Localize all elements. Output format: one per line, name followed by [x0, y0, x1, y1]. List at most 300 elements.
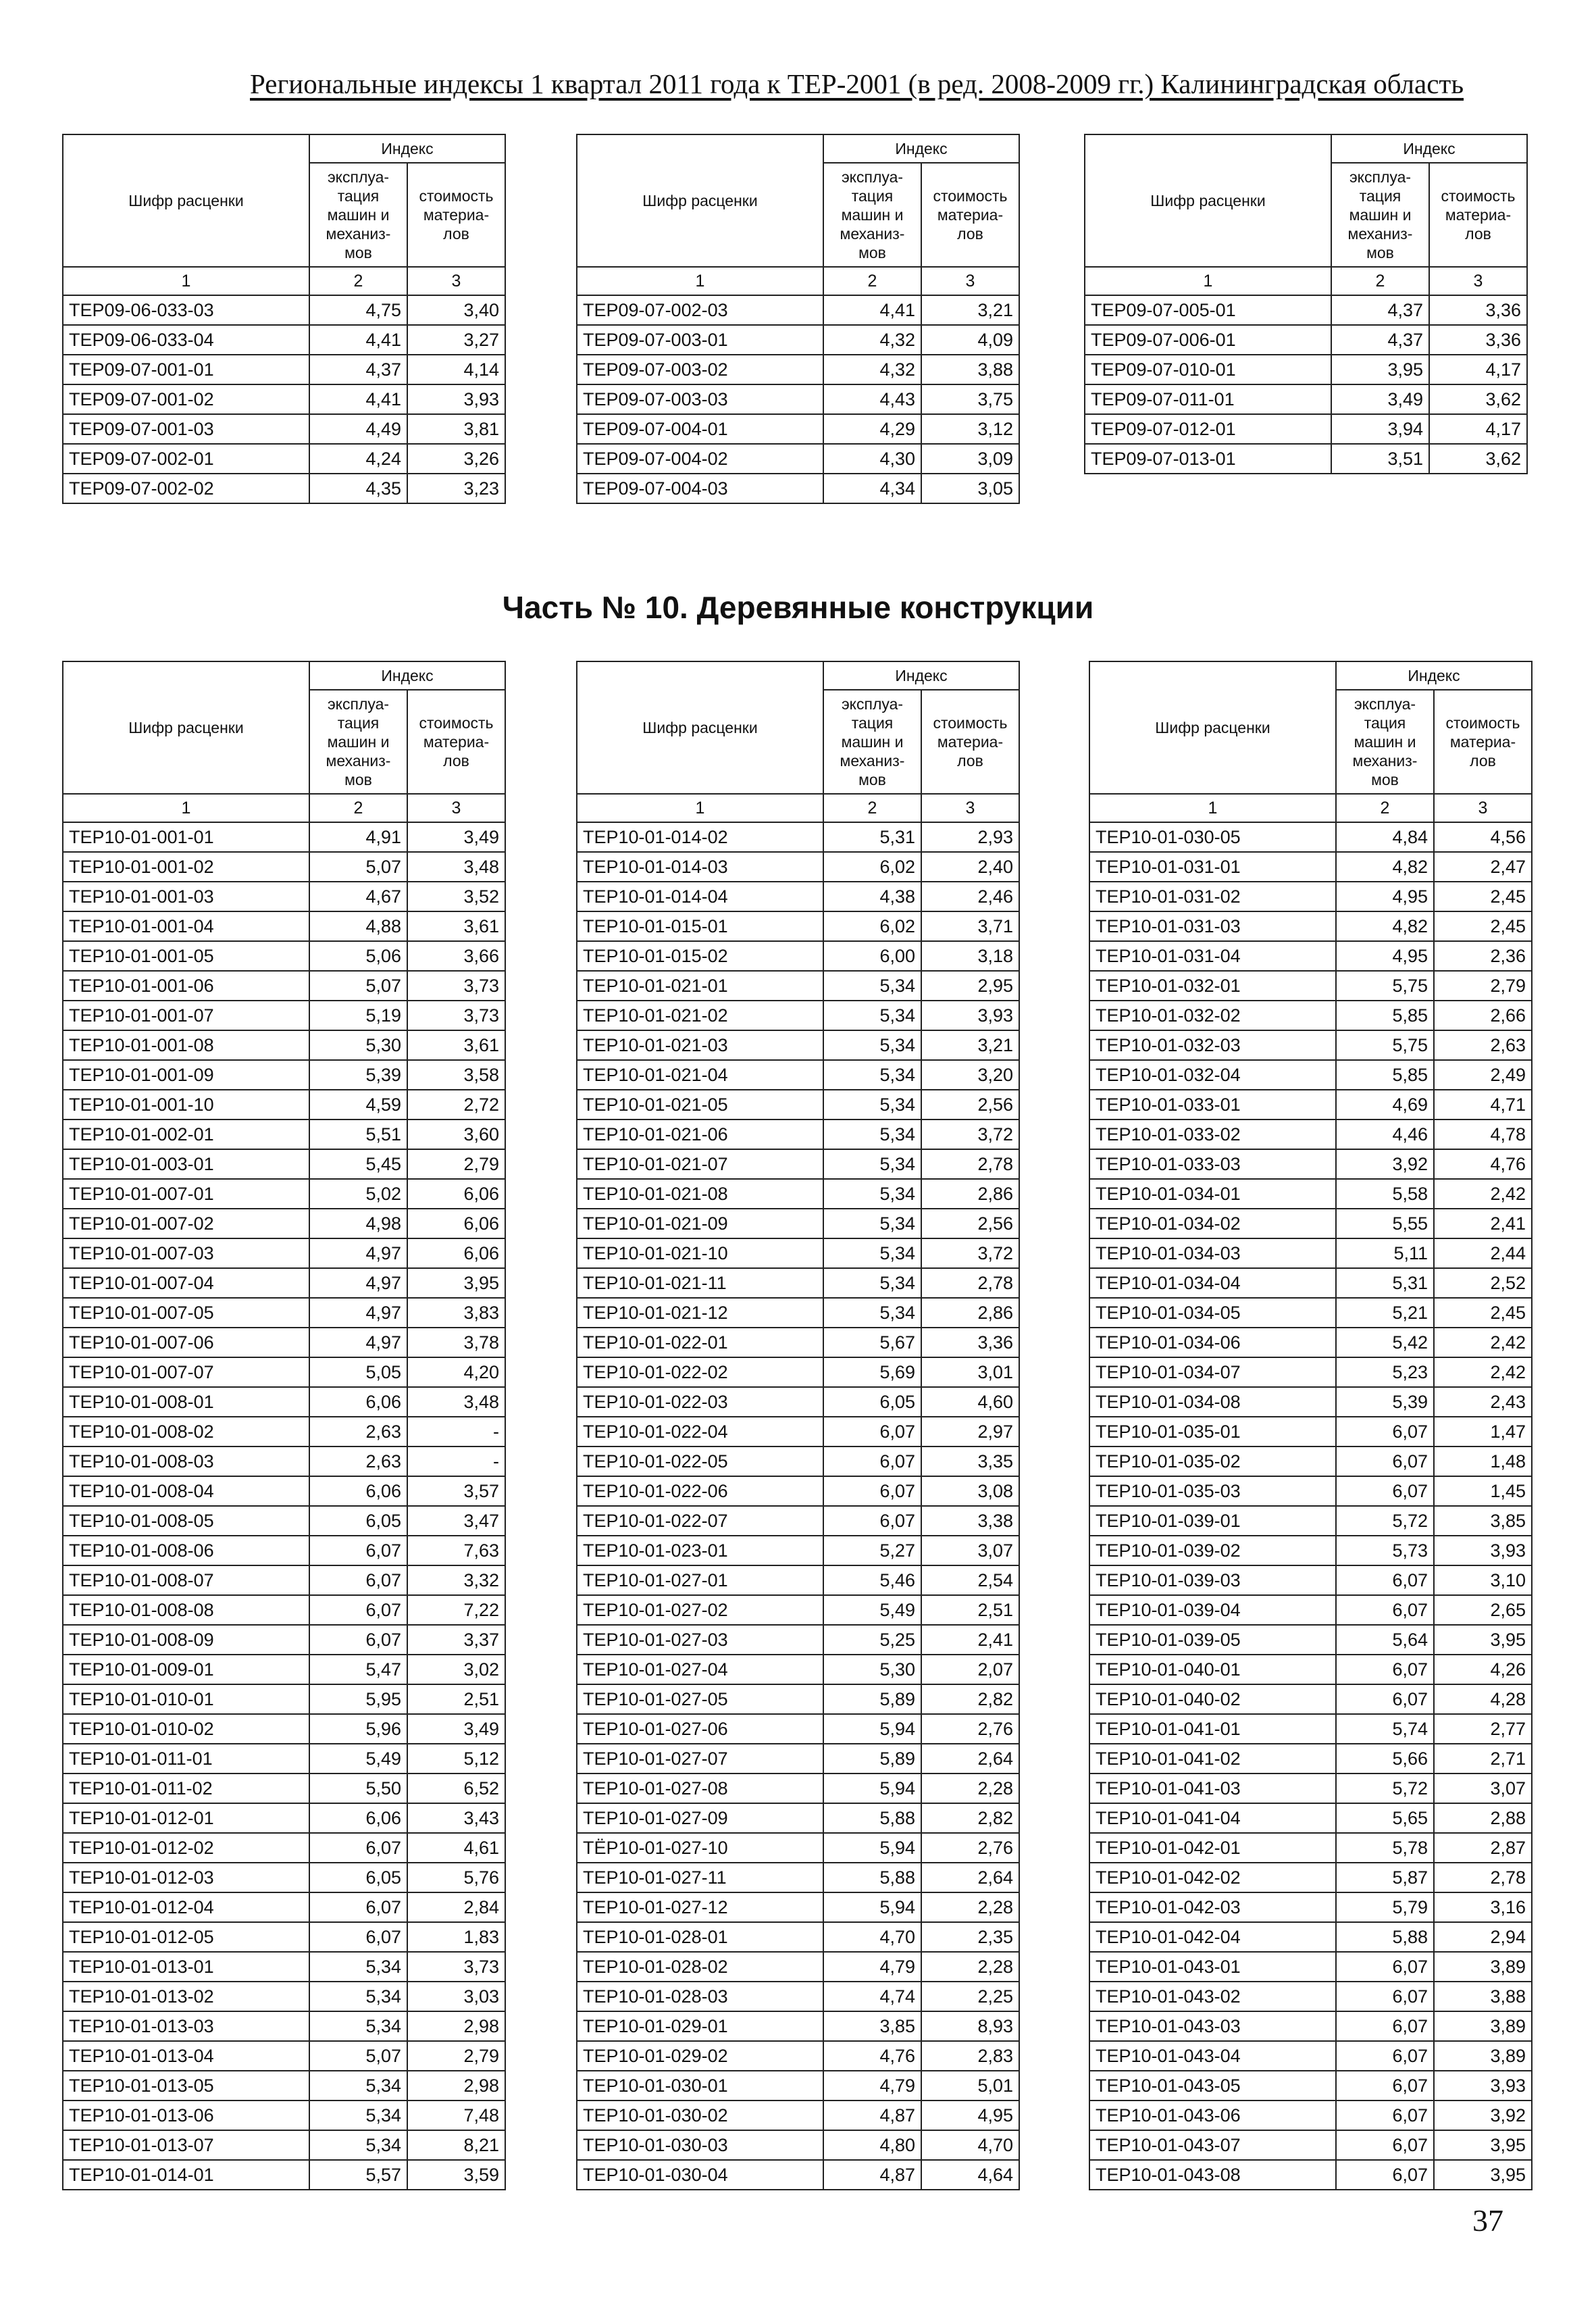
machine-index-cell: 4,29	[823, 414, 921, 444]
material-index-cell: 2,52	[1434, 1268, 1532, 1298]
table-row	[577, 1922, 1019, 1952]
material-index-cell: 2,72	[407, 1090, 505, 1120]
machine-index-cell: 4,24	[309, 444, 407, 474]
material-index-cell: 4,26	[1434, 1655, 1532, 1684]
table-row	[577, 1892, 1019, 1922]
material-index-cell: 7,48	[407, 2101, 505, 2130]
material-index-cell: 3,66	[407, 941, 505, 971]
rate-code-cell: ТЕР10-01-043-02	[1089, 1982, 1336, 2011]
machine-index-cell: 5,34	[823, 1298, 921, 1328]
table-row	[1089, 1506, 1532, 1536]
rate-code-cell: ТЕР10-01-021-05	[577, 1090, 823, 1120]
machine-index-cell: 5,50	[309, 1774, 407, 1803]
column-number: 1	[577, 267, 823, 295]
table-row	[63, 1238, 505, 1268]
table-row	[577, 1595, 1019, 1625]
table-row	[1089, 1328, 1532, 1357]
rate-code-cell: ТЕР10-01-033-01	[1089, 1090, 1336, 1120]
machine-index-cell: 6,07	[1336, 1655, 1434, 1684]
table-row	[63, 1387, 505, 1417]
material-index-cell: 2,28	[921, 1774, 1019, 1803]
column-header-index: Индекс	[823, 661, 1019, 690]
table-row	[577, 1030, 1019, 1060]
material-index-cell: 2,28	[921, 1892, 1019, 1922]
rate-code-cell: ТЕР10-01-012-02	[63, 1833, 309, 1863]
machine-index-cell: 5,88	[823, 1803, 921, 1833]
table-row	[63, 325, 505, 355]
rate-code-cell: ТЕР10-01-031-01	[1089, 852, 1336, 882]
material-index-cell: 3,07	[1434, 1774, 1532, 1803]
column-header-materials: стоимость материа- лов	[1434, 690, 1532, 794]
rate-code-cell: ТЕР10-01-027-06	[577, 1714, 823, 1744]
material-index-cell: 3,89	[1434, 1952, 1532, 1982]
table-row	[1089, 1149, 1532, 1179]
material-index-cell: 3,95	[1434, 2130, 1532, 2160]
material-index-cell: 6,52	[407, 1774, 505, 1803]
rate-code-cell: ТЕР10-01-009-01	[63, 1655, 309, 1684]
table-row	[1085, 355, 1527, 384]
rate-code-cell: ТЕР10-01-015-01	[577, 911, 823, 941]
table-row	[1089, 1298, 1532, 1328]
rate-code-cell: ТЕР10-01-027-04	[577, 1655, 823, 1684]
rate-code-cell: ТЕР10-01-022-03	[577, 1387, 823, 1417]
machine-index-cell: 4,84	[1336, 822, 1434, 852]
table-row	[577, 1268, 1019, 1298]
table-row	[1089, 1476, 1532, 1506]
table-row	[577, 1476, 1019, 1506]
rate-code-cell: ТЕР09-07-001-01	[63, 355, 309, 384]
rate-code-cell: ТЕР10-01-030-01	[577, 2071, 823, 2101]
machine-index-cell: 5,73	[1336, 1536, 1434, 1565]
rate-code-cell: ТЕР10-01-001-01	[63, 822, 309, 852]
machine-index-cell: 4,41	[309, 325, 407, 355]
material-index-cell: 2,86	[921, 1298, 1019, 1328]
rate-code-cell: ТЕР09-07-010-01	[1085, 355, 1331, 384]
column-header-exploitation: эксплуа- тация машин и механиз- мов	[1331, 163, 1429, 267]
machine-index-cell: 5,95	[309, 1684, 407, 1714]
machine-index-cell: 6,02	[823, 852, 921, 882]
rate-code-cell: ТЕР10-01-030-05	[1089, 822, 1336, 852]
column-header-index: Индекс	[823, 134, 1019, 163]
table-row	[63, 852, 505, 882]
table-row	[63, 1149, 505, 1179]
table-row	[1089, 1447, 1532, 1476]
machine-index-cell: 6,07	[1336, 2041, 1434, 2071]
machine-index-cell: 6,07	[823, 1476, 921, 1506]
rate-code-cell: ТЕР10-01-042-04	[1089, 1922, 1336, 1952]
machine-index-cell: 5,34	[823, 1179, 921, 1209]
machine-index-cell: 5,34	[309, 2071, 407, 2101]
rate-code-cell: ТЕР10-01-001-02	[63, 852, 309, 882]
rate-code-cell: ТЕР10-01-029-02	[577, 2041, 823, 2071]
table-row	[1085, 444, 1527, 474]
table-row	[1089, 1030, 1532, 1060]
material-index-cell: 2,25	[921, 1982, 1019, 2011]
rate-code-cell: ТЕР10-01-007-03	[63, 1238, 309, 1268]
material-index-cell: 3,61	[407, 1030, 505, 1060]
machine-index-cell: 5,79	[1336, 1892, 1434, 1922]
machine-index-cell: 5,27	[823, 1536, 921, 1565]
machine-index-cell: 5,64	[1336, 1625, 1434, 1655]
material-index-cell: 3,95	[1434, 1625, 1532, 1655]
machine-index-cell: 3,85	[823, 2011, 921, 2041]
table-row	[1089, 1952, 1532, 1982]
table-row	[577, 1565, 1019, 1595]
material-index-cell: 3,81	[407, 414, 505, 444]
material-index-cell: 2,79	[407, 1149, 505, 1179]
rate-code-cell: ТЕР09-07-001-03	[63, 414, 309, 444]
material-index-cell: 2,42	[1434, 1357, 1532, 1387]
material-index-cell: 2,82	[921, 1803, 1019, 1833]
column-number: 3	[407, 794, 505, 822]
rate-code-cell: ТЕР09-07-002-03	[577, 295, 823, 325]
material-index-cell: 3,38	[921, 1506, 1019, 1536]
machine-index-cell: 5,07	[309, 971, 407, 1001]
machine-index-cell: 4,41	[309, 384, 407, 414]
table-row	[577, 1714, 1019, 1744]
machine-index-cell: 5,72	[1336, 1506, 1434, 1536]
machine-index-cell: 5,94	[823, 1714, 921, 1744]
table-row	[1089, 1238, 1532, 1268]
rate-code-cell: ТЕР10-01-001-10	[63, 1090, 309, 1120]
material-index-cell: 2,66	[1434, 1001, 1532, 1030]
machine-index-cell: 5,34	[309, 1982, 407, 2011]
table-row	[1089, 1357, 1532, 1387]
rate-code-cell: ТЕР10-01-034-06	[1089, 1328, 1336, 1357]
table-row	[1089, 2011, 1532, 2041]
machine-index-cell: 5,07	[309, 2041, 407, 2071]
machine-index-cell: 5,89	[823, 1744, 921, 1774]
material-index-cell: 2,45	[1434, 911, 1532, 941]
table-row	[577, 911, 1019, 941]
material-index-cell: 3,93	[407, 384, 505, 414]
machine-index-cell: 5,25	[823, 1625, 921, 1655]
material-index-cell: 6,06	[407, 1209, 505, 1238]
rate-code-cell: ТЕР10-01-002-01	[63, 1120, 309, 1149]
rate-code-cell: ТЕР09-07-003-03	[577, 384, 823, 414]
rate-code-cell: ТЕР10-01-021-09	[577, 1209, 823, 1238]
table-row	[577, 1536, 1019, 1565]
machine-index-cell: 4,46	[1336, 1120, 1434, 1149]
material-index-cell: 3,07	[921, 1536, 1019, 1565]
column-header-code: Шифр расценки	[63, 661, 309, 794]
column-header-exploitation: эксплуа- тация машин и механиз- мов	[309, 163, 407, 267]
table-row	[63, 1328, 505, 1357]
table-row	[63, 444, 505, 474]
material-index-cell: 2,42	[1434, 1179, 1532, 1209]
rate-code-cell: ТЕР10-01-021-11	[577, 1268, 823, 1298]
column-number: 3	[407, 267, 505, 295]
material-index-cell: 2,64	[921, 1863, 1019, 1892]
machine-index-cell: 5,34	[823, 1060, 921, 1090]
machine-index-cell: 6,07	[1336, 2130, 1434, 2160]
machine-index-cell: 4,67	[309, 882, 407, 911]
column-header-materials: стоимость материа- лов	[921, 690, 1019, 794]
rate-code-cell: ТЕР10-01-014-02	[577, 822, 823, 852]
rate-code-cell: ТЕР09-07-003-01	[577, 325, 823, 355]
table-row	[63, 2071, 505, 2101]
rate-code-cell: ТЕР10-01-039-02	[1089, 1536, 1336, 1565]
machine-index-cell: 4,97	[309, 1298, 407, 1328]
material-index-cell: 3,21	[921, 295, 1019, 325]
material-index-cell: 8,21	[407, 2130, 505, 2160]
rate-code-cell: ТЕР10-01-021-04	[577, 1060, 823, 1090]
material-index-cell: 4,20	[407, 1357, 505, 1387]
table-row	[577, 1655, 1019, 1684]
rate-code-cell: ТЕР10-01-030-04	[577, 2160, 823, 2190]
machine-index-cell: 5,34	[309, 2011, 407, 2041]
table-row	[1089, 1060, 1532, 1090]
table-row	[63, 1774, 505, 1803]
machine-index-cell: 5,49	[823, 1595, 921, 1625]
material-index-cell: 3,62	[1429, 384, 1527, 414]
column-header-exploitation: эксплуа- тация машин и механиз- мов	[823, 690, 921, 794]
table-row	[1089, 1803, 1532, 1833]
material-index-cell: 3,89	[1434, 2011, 1532, 2041]
machine-index-cell: 5,89	[823, 1684, 921, 1714]
material-index-cell: 1,47	[1434, 1417, 1532, 1447]
rate-code-cell: ТЕР10-01-007-07	[63, 1357, 309, 1387]
machine-index-cell: 6,07	[823, 1447, 921, 1476]
machine-index-cell: 6,07	[309, 1625, 407, 1655]
material-index-cell: 3,20	[921, 1060, 1019, 1090]
material-index-cell: 3,03	[407, 1982, 505, 2011]
table-row	[63, 1595, 505, 1625]
table-row	[577, 1952, 1019, 1982]
rate-code-cell: ТЕР10-01-031-03	[1089, 911, 1336, 941]
machine-index-cell: 5,34	[823, 1120, 921, 1149]
machine-index-cell: 6,07	[823, 1417, 921, 1447]
table-row	[1089, 1001, 1532, 1030]
rate-code-cell: ТЕР10-01-039-01	[1089, 1506, 1336, 1536]
column-header-code: Шифр расценки	[63, 134, 309, 267]
machine-index-cell: 5,88	[1336, 1922, 1434, 1952]
table-row	[1089, 911, 1532, 941]
machine-index-cell: 4,32	[823, 355, 921, 384]
material-index-cell: 2,07	[921, 1655, 1019, 1684]
table-row	[63, 1952, 505, 1982]
rate-code-cell: ТЕР10-01-008-05	[63, 1506, 309, 1536]
table-row	[577, 2041, 1019, 2071]
material-index-cell: 2,65	[1434, 1595, 1532, 1625]
machine-index-cell: 4,88	[309, 911, 407, 941]
rate-code-cell: ТЕР10-01-035-02	[1089, 1447, 1336, 1476]
column-header-materials: стоимость материа- лов	[407, 163, 505, 267]
rate-code-cell: ТЕР10-01-028-02	[577, 1952, 823, 1982]
machine-index-cell: 5,65	[1336, 1803, 1434, 1833]
machine-index-cell: 6,07	[1336, 1476, 1434, 1506]
material-index-cell: 2,94	[1434, 1922, 1532, 1952]
machine-index-cell: 4,79	[823, 2071, 921, 2101]
table-row	[63, 295, 505, 325]
table-row	[63, 1536, 505, 1565]
material-index-cell: 2,47	[1434, 852, 1532, 882]
rate-code-cell: ТЕР10-01-041-01	[1089, 1714, 1336, 1744]
material-index-cell: 2,98	[407, 2071, 505, 2101]
machine-index-cell: 5,21	[1336, 1298, 1434, 1328]
machine-index-cell: 5,02	[309, 1179, 407, 1209]
machine-index-cell: 6,06	[309, 1387, 407, 1417]
machine-index-cell: 3,49	[1331, 384, 1429, 414]
machine-index-cell: 5,85	[1336, 1001, 1434, 1030]
machine-index-cell: 6,02	[823, 911, 921, 941]
table-row	[577, 1120, 1019, 1149]
table-row	[577, 1357, 1019, 1387]
material-index-cell: 3,61	[407, 911, 505, 941]
material-index-cell: 2,86	[921, 1179, 1019, 1209]
machine-index-cell: 6,07	[1336, 1417, 1434, 1447]
rate-code-cell: ТЕР10-01-035-01	[1089, 1417, 1336, 1447]
table-row	[577, 295, 1019, 325]
page-header-title: Региональные индексы 1 квартал 2011 года к ТЕР-2001 (в ред. 2008-2009 гг.) Калининградская область	[250, 68, 1464, 99]
table-row	[63, 1892, 505, 1922]
rate-code-cell: ТЕР10-01-013-02	[63, 1982, 309, 2011]
table-row	[1089, 1744, 1532, 1774]
rate-code-cell: ТЕР10-01-021-07	[577, 1149, 823, 1179]
material-index-cell: 2,40	[921, 852, 1019, 882]
table-row	[577, 2130, 1019, 2160]
machine-index-cell: 6,07	[1336, 1684, 1434, 1714]
machine-index-cell: 4,37	[309, 355, 407, 384]
table-row	[577, 1179, 1019, 1209]
index-table	[62, 134, 506, 504]
table-row	[1089, 2130, 1532, 2160]
rate-code-cell: ТЕР09-07-012-01	[1085, 414, 1331, 444]
column-header-materials: стоимость материа- лов	[921, 163, 1019, 267]
rate-code-cell: ТЕР10-01-013-01	[63, 1952, 309, 1982]
material-index-cell: 2,78	[1434, 1863, 1532, 1892]
machine-index-cell: 6,07	[1336, 1982, 1434, 2011]
rate-code-cell: ТЕР10-01-040-01	[1089, 1655, 1336, 1684]
column-number: 3	[921, 267, 1019, 295]
machine-index-cell: 6,07	[1336, 2101, 1434, 2130]
material-index-cell: 2,76	[921, 1714, 1019, 1744]
material-index-cell: 3,93	[921, 1001, 1019, 1030]
machine-index-cell: 3,95	[1331, 355, 1429, 384]
rate-code-cell: ТЕР10-01-042-03	[1089, 1892, 1336, 1922]
column-header-exploitation: эксплуа- тация машин и механиз- мов	[309, 690, 407, 794]
table-row	[63, 384, 505, 414]
machine-index-cell: 6,07	[823, 1506, 921, 1536]
machine-index-cell: 6,07	[1336, 1447, 1434, 1476]
table-row	[63, 1833, 505, 1863]
material-index-cell: 2,76	[921, 1833, 1019, 1863]
table-row	[577, 1774, 1019, 1803]
material-index-cell: 2,71	[1434, 1744, 1532, 1774]
material-index-cell: 2,64	[921, 1744, 1019, 1774]
material-index-cell: 2,51	[407, 1684, 505, 1714]
rate-code-cell: ТЕР10-01-034-03	[1089, 1238, 1336, 1268]
column-number: 2	[1336, 794, 1434, 822]
material-index-cell: 3,23	[407, 474, 505, 503]
table-row	[63, 1357, 505, 1387]
machine-index-cell: 6,07	[309, 1892, 407, 1922]
rate-code-cell: ТЕР10-01-013-07	[63, 2130, 309, 2160]
table-row	[577, 1625, 1019, 1655]
rate-code-cell: ТЕР10-01-027-11	[577, 1863, 823, 1892]
material-index-cell: 1,48	[1434, 1447, 1532, 1476]
rate-code-cell: ТЕР09-07-004-02	[577, 444, 823, 474]
rate-code-cell: ТЕР10-01-012-03	[63, 1863, 309, 1892]
table-row	[1089, 1417, 1532, 1447]
rate-code-cell: ТЕР10-01-028-01	[577, 1922, 823, 1952]
material-index-cell: 3,93	[1434, 1536, 1532, 1565]
rate-code-cell: ТЕР10-01-027-12	[577, 1892, 823, 1922]
rate-code-cell: ТЕР10-01-022-02	[577, 1357, 823, 1387]
machine-index-cell: 5,67	[823, 1328, 921, 1357]
machine-index-cell: 5,23	[1336, 1357, 1434, 1387]
material-index-cell: 3,85	[1434, 1506, 1532, 1536]
index-table	[62, 661, 506, 2190]
table-row	[577, 325, 1019, 355]
table-row	[63, 1655, 505, 1684]
machine-index-cell: 2,63	[309, 1417, 407, 1447]
table-row	[1089, 1536, 1532, 1565]
rate-code-cell: ТЕР10-01-012-01	[63, 1803, 309, 1833]
column-number: 2	[823, 794, 921, 822]
table-row	[63, 474, 505, 503]
rate-code-cell: ТЕР10-01-034-02	[1089, 1209, 1336, 1238]
machine-index-cell: 4,82	[1336, 852, 1434, 882]
material-index-cell: 3,78	[407, 1328, 505, 1357]
rate-code-cell: ТЕР10-01-027-09	[577, 1803, 823, 1833]
machine-index-cell: 5,51	[309, 1120, 407, 1149]
machine-index-cell: 5,55	[1336, 1209, 1434, 1238]
table-row	[1089, 1684, 1532, 1714]
machine-index-cell: 5,34	[823, 1030, 921, 1060]
rate-code-cell: ТЕР10-01-027-07	[577, 1744, 823, 1774]
machine-index-cell: 5,39	[1336, 1387, 1434, 1417]
table-row	[577, 852, 1019, 882]
column-number: 3	[1434, 794, 1532, 822]
material-index-cell: 4,17	[1429, 414, 1527, 444]
machine-index-cell: 4,76	[823, 2041, 921, 2071]
table-row	[1089, 1179, 1532, 1209]
machine-index-cell: 5,75	[1336, 971, 1434, 1001]
material-index-cell: 3,52	[407, 882, 505, 911]
table-row	[63, 1417, 505, 1447]
material-index-cell: 3,73	[407, 1952, 505, 1982]
machine-index-cell: 5,30	[823, 1655, 921, 1684]
table-row	[577, 1863, 1019, 1892]
material-index-cell: 3,02	[407, 1655, 505, 1684]
table-row	[63, 355, 505, 384]
machine-index-cell: 4,95	[1336, 882, 1434, 911]
rate-code-cell: ТЕР10-01-015-02	[577, 941, 823, 971]
table-row	[1089, 1387, 1532, 1417]
rate-code-cell: ТЕР10-01-034-01	[1089, 1179, 1336, 1209]
material-index-cell: 2,82	[921, 1684, 1019, 1714]
material-index-cell: 2,44	[1434, 1238, 1532, 1268]
rate-code-cell: ТЕР10-01-033-03	[1089, 1149, 1336, 1179]
material-index-cell: 2,78	[921, 1268, 1019, 1298]
table-row	[1089, 1892, 1532, 1922]
machine-index-cell: 6,07	[309, 1833, 407, 1863]
material-index-cell: 2,41	[921, 1625, 1019, 1655]
material-index-cell: 4,17	[1429, 355, 1527, 384]
material-index-cell: 6,06	[407, 1238, 505, 1268]
machine-index-cell: 5,34	[309, 2130, 407, 2160]
material-index-cell: 2,45	[1434, 882, 1532, 911]
table-row	[577, 822, 1019, 852]
material-index-cell: 3,73	[407, 1001, 505, 1030]
rate-code-cell: ТЕР10-01-033-02	[1089, 1120, 1336, 1149]
table-row	[1085, 295, 1527, 325]
rate-code-cell: ТЕР10-01-041-04	[1089, 1803, 1336, 1833]
machine-index-cell: 5,94	[823, 1833, 921, 1863]
machine-index-cell: 6,07	[1336, 2011, 1434, 2041]
table-row	[1089, 2071, 1532, 2101]
